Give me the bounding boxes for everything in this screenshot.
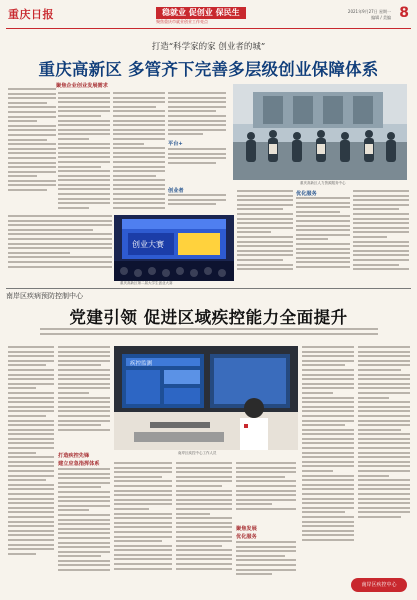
- bottom-story-photo: [114, 346, 298, 450]
- group-photo-illustration: [233, 84, 407, 180]
- bottom-section-label: 南岸区疾病预防控制中心: [6, 292, 83, 300]
- bottom-subhead-2: 建立应急指挥体系: [58, 461, 100, 467]
- date-text: 2021年9月27日 星期一: [347, 9, 391, 14]
- top-subhead-4: 优化服务: [296, 191, 317, 197]
- bottom-story-column-5b: [236, 541, 296, 587]
- bottom-story-column-7: [358, 346, 410, 564]
- masthead: [6, 4, 411, 26]
- stage-screen-text: 创业大赛: [132, 240, 164, 249]
- top-story-lower-left: [8, 215, 112, 281]
- top-story-column-6: [296, 197, 350, 284]
- top-story-kicker: 打造“科学家的家 创业者的城”: [151, 42, 266, 52]
- event-photo-caption: 重庆高新区第二届大学生创业大赛: [120, 281, 173, 285]
- bottom-subhead-1: 打造疾控先锋: [58, 453, 90, 459]
- event-photo: [114, 215, 234, 281]
- bottom-story-headline: 党建引领 促进区域疾控能力全面提升: [69, 308, 348, 327]
- bottom-story-column-2b: [58, 468, 110, 588]
- slogan-subline: 聚焦重庆市就业创业工作亮点: [156, 19, 208, 24]
- top-story-column-4b: [168, 148, 226, 180]
- bottom-story-deck: [40, 328, 378, 342]
- stage-event-illustration: [114, 215, 234, 281]
- bottom-subhead-3: 聚焦发展: [236, 526, 257, 532]
- top-story-headline: 重庆高新区 多管齐下完善多层级创业保障体系: [38, 60, 379, 79]
- bottom-badge: 南岸区疾控中心: [351, 578, 407, 592]
- lab-monitor-illustration: [114, 346, 298, 450]
- bottom-subhead-4: 优化服务: [236, 534, 257, 540]
- bottom-story-column-1: [8, 346, 54, 586]
- editor-text: 编辑 / 美编: [371, 15, 391, 20]
- dateline: [348, 9, 391, 21]
- bottom-story-column-5: [236, 462, 296, 522]
- masthead-rule: [6, 28, 411, 29]
- bottom-story-column-3: [114, 462, 172, 588]
- bottom-story-column-4: [176, 462, 232, 588]
- top-subhead-1: 聚焦企业创业发展需求: [56, 83, 108, 89]
- newspaper-logo: 重庆日报: [8, 8, 54, 21]
- top-right-photo-caption: 重庆高新区人力资源服务中心: [300, 181, 346, 185]
- top-story-column-3: [113, 92, 165, 226]
- bottom-story-column-2: [58, 346, 110, 446]
- bottom-photo-caption: 南岸区疾控中心工作人员: [178, 451, 217, 455]
- top-right-photo: [233, 84, 407, 180]
- top-story-column-4c: [168, 194, 226, 214]
- page-number: 8: [399, 5, 409, 21]
- monitor-screen-text: 疾控监测: [130, 361, 153, 367]
- top-story-column-2: [58, 92, 110, 226]
- top-story-lead-column: [8, 88, 56, 210]
- top-subhead-2: 平台+: [168, 141, 183, 147]
- section-slogan: 稳就业 促创业 保民生: [156, 7, 246, 19]
- top-story-column-7: [353, 190, 409, 284]
- bottom-story-column-6: [302, 346, 354, 586]
- top-subhead-3: 创业者: [168, 188, 184, 194]
- top-story-column-5: [237, 190, 293, 284]
